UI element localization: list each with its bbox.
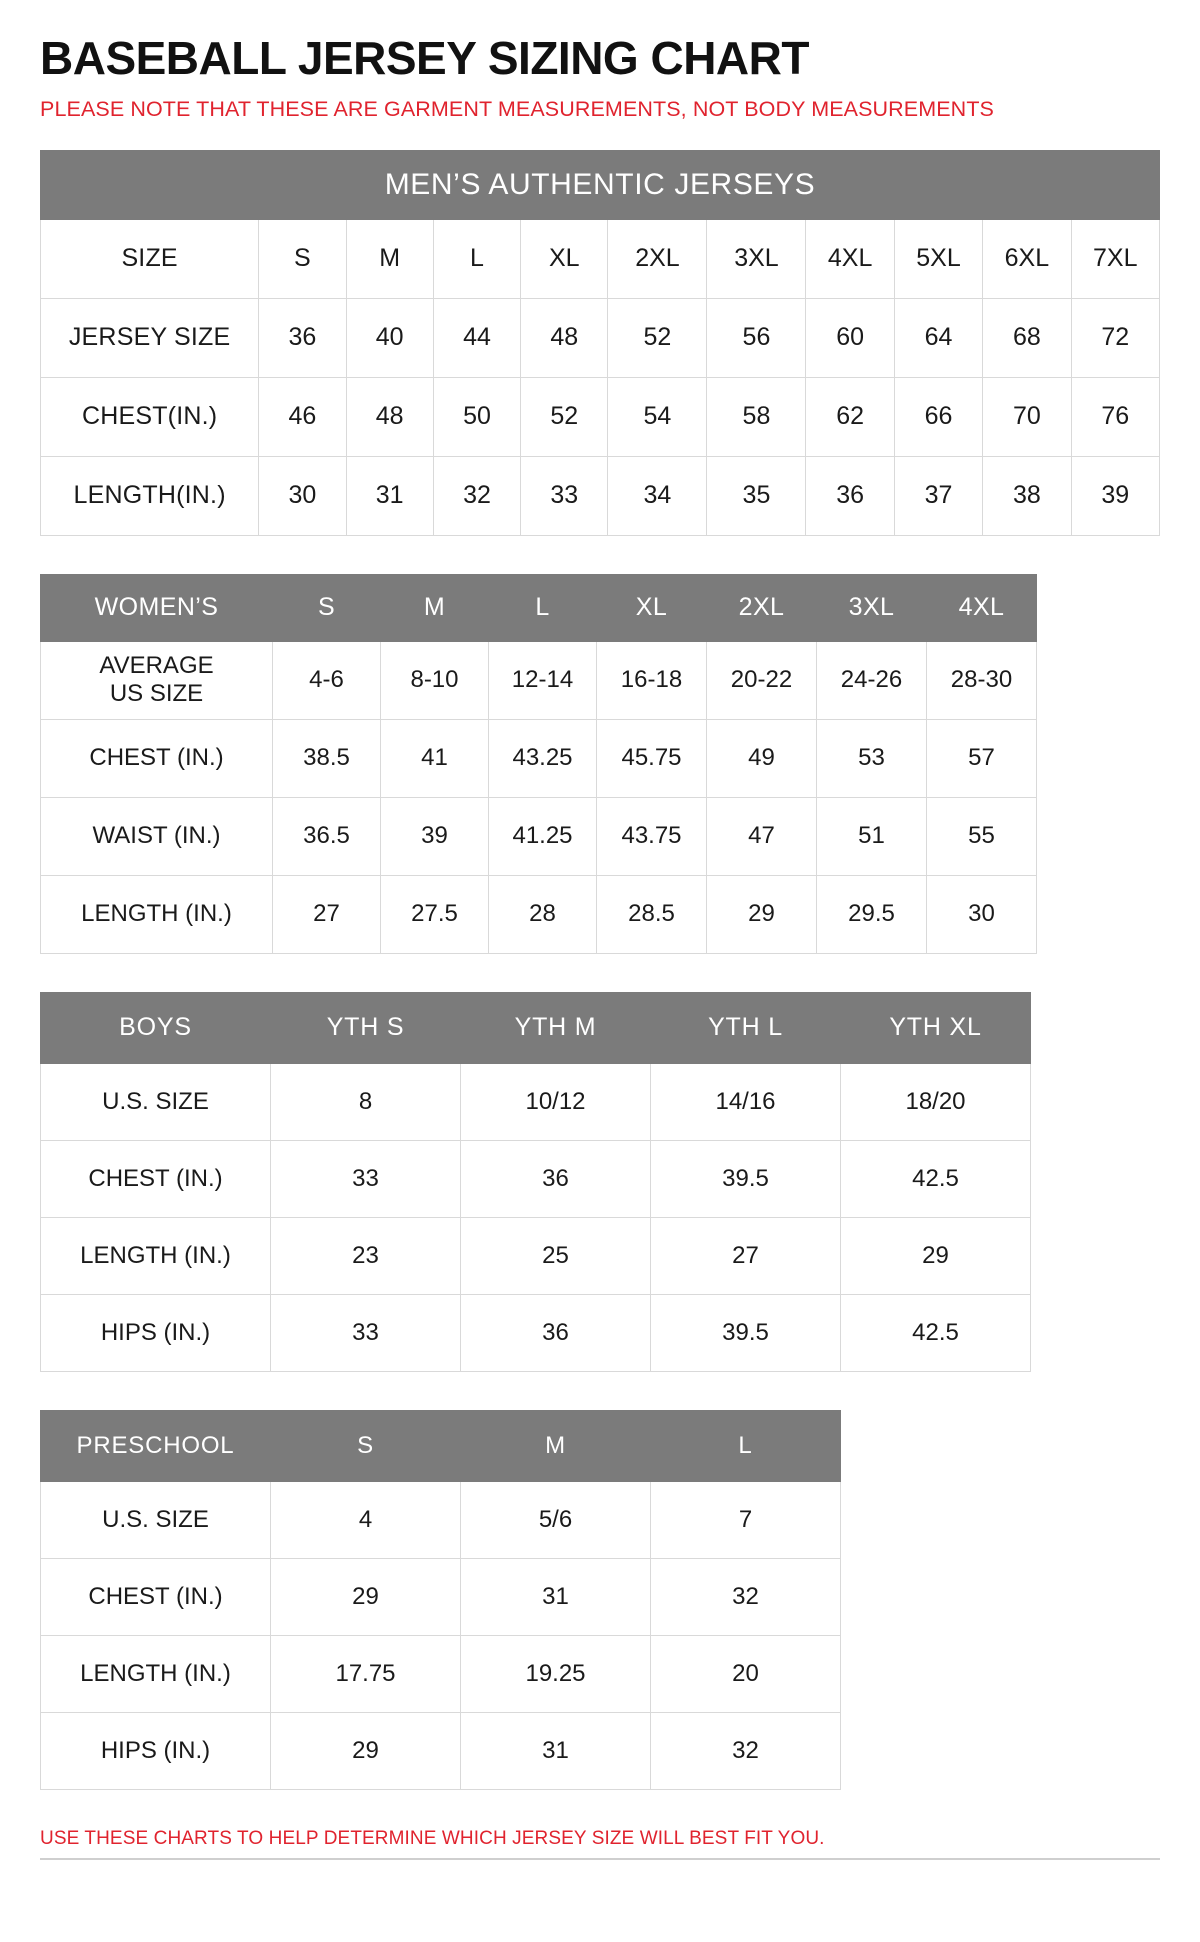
row-label: CHEST(IN.) [41, 377, 259, 456]
table-cell: 38 [983, 456, 1071, 535]
table-row [41, 719, 1037, 797]
table-cell: 34 [608, 456, 707, 535]
table-cell: 28 [489, 875, 597, 953]
column-header: 6XL [983, 219, 1071, 298]
table-cell: 60 [806, 298, 894, 377]
table-cell: 36 [259, 298, 346, 377]
column-header: SIZE [41, 219, 259, 298]
table-cell: 4-6 [273, 641, 381, 719]
table-cell: 28-30 [927, 641, 1037, 719]
table-cell: 10/12 [461, 1063, 651, 1140]
table-cell: 32 [433, 456, 520, 535]
table-row [41, 574, 1037, 641]
table-cell: 64 [894, 298, 982, 377]
table-cell: 41.25 [489, 797, 597, 875]
column-header: 5XL [894, 219, 982, 298]
table-row [41, 992, 1031, 1063]
column-header: M [461, 1410, 651, 1481]
table-cell: 48 [521, 298, 608, 377]
preschool-sizing-table [40, 1410, 841, 1790]
column-header: L [433, 219, 520, 298]
row-label: CHEST (IN.) [41, 1140, 271, 1217]
table-cell: 62 [806, 377, 894, 456]
table-cell: 41 [381, 719, 489, 797]
table-cell: 27 [651, 1217, 841, 1294]
row-label: JERSEY SIZE [41, 298, 259, 377]
table-row [41, 1481, 841, 1558]
table-cell: 53 [817, 719, 927, 797]
table-row [41, 1410, 841, 1481]
column-header: 3XL [707, 219, 806, 298]
table-cell: 25 [461, 1217, 651, 1294]
table-cell: 31 [461, 1712, 651, 1789]
table-row [41, 377, 1160, 456]
preschool-header-label: PRESCHOOL [41, 1410, 271, 1481]
row-label: LENGTH (IN.) [41, 875, 273, 953]
table-cell: 37 [894, 456, 982, 535]
table-cell: 70 [983, 377, 1071, 456]
table-cell: 42.5 [841, 1140, 1031, 1217]
page-title: BASEBALL JERSEY SIZING CHART [40, 32, 809, 84]
table-cell: 52 [521, 377, 608, 456]
table-row [41, 1712, 841, 1789]
column-header: YTH XL [841, 992, 1031, 1063]
table-cell: 12-14 [489, 641, 597, 719]
table-cell: 20 [651, 1635, 841, 1712]
column-header: 4XL [806, 219, 894, 298]
table-cell: 33 [271, 1294, 461, 1371]
table-cell: 48 [346, 377, 433, 456]
table-cell: 43.25 [489, 719, 597, 797]
table-row [41, 641, 1037, 719]
row-label: LENGTH(IN.) [41, 456, 259, 535]
column-header: 7XL [1071, 219, 1159, 298]
column-header: L [489, 574, 597, 641]
table-cell: 54 [608, 377, 707, 456]
table-cell: 7 [651, 1481, 841, 1558]
table-cell: 4 [271, 1481, 461, 1558]
boys-sizing-table [40, 992, 1031, 1372]
table-cell: 42.5 [841, 1294, 1031, 1371]
table-cell: 29 [271, 1558, 461, 1635]
row-label: LENGTH (IN.) [41, 1217, 271, 1294]
table-cell: 24-26 [817, 641, 927, 719]
row-label: HIPS (IN.) [41, 1294, 271, 1371]
table-cell: 23 [271, 1217, 461, 1294]
table-cell: 29 [271, 1712, 461, 1789]
table-cell: 44 [433, 298, 520, 377]
column-header: S [259, 219, 346, 298]
table-cell: 5/6 [461, 1481, 651, 1558]
table-cell: 51 [817, 797, 927, 875]
table-row [41, 797, 1037, 875]
table-cell: 14/16 [651, 1063, 841, 1140]
table-cell: 18/20 [841, 1063, 1031, 1140]
table-cell: 36 [461, 1140, 651, 1217]
column-header: S [273, 574, 381, 641]
column-header: M [346, 219, 433, 298]
table-row [41, 1294, 1031, 1371]
table-cell: 31 [461, 1558, 651, 1635]
table-cell: 58 [707, 377, 806, 456]
table-cell: 32 [651, 1558, 841, 1635]
table-cell: 31 [346, 456, 433, 535]
table-cell: 33 [521, 456, 608, 535]
table-cell: 39.5 [651, 1140, 841, 1217]
table-cell: 33 [271, 1140, 461, 1217]
table-cell: 72 [1071, 298, 1159, 377]
column-header: L [651, 1410, 841, 1481]
mens-banner: MEN’S AUTHENTIC JERSEYS [41, 150, 1160, 219]
table-cell: 36 [806, 456, 894, 535]
table-cell: 32 [651, 1712, 841, 1789]
boys-header-label: BOYS [41, 992, 271, 1063]
row-label: CHEST (IN.) [41, 1558, 271, 1635]
table-cell: 56 [707, 298, 806, 377]
table-cell: 38.5 [273, 719, 381, 797]
column-header: YTH M [461, 992, 651, 1063]
table-row [41, 298, 1160, 377]
table-cell: 20-22 [707, 641, 817, 719]
row-label: U.S. SIZE [41, 1481, 271, 1558]
table-cell: 29.5 [817, 875, 927, 953]
womens-sizing-table [40, 574, 1037, 954]
table-cell: 39 [1071, 456, 1159, 535]
column-header: S [271, 1410, 461, 1481]
table-row [41, 1635, 841, 1712]
table-cell: 45.75 [597, 719, 707, 797]
table-cell: 29 [707, 875, 817, 953]
table-cell: 47 [707, 797, 817, 875]
column-header: XL [597, 574, 707, 641]
table-cell: 27 [273, 875, 381, 953]
table-row [41, 456, 1160, 535]
table-row [41, 1217, 1031, 1294]
row-label: CHEST (IN.) [41, 719, 273, 797]
table-row [41, 219, 1160, 298]
table-cell: 36 [461, 1294, 651, 1371]
column-header: YTH S [271, 992, 461, 1063]
table-cell: 46 [259, 377, 346, 456]
table-cell: 43.75 [597, 797, 707, 875]
table-cell: 8-10 [381, 641, 489, 719]
table-cell: 19.25 [461, 1635, 651, 1712]
column-header: 4XL [927, 574, 1037, 641]
column-header: XL [521, 219, 608, 298]
womens-header-label: WOMEN’S [41, 574, 273, 641]
table-cell: 30 [259, 456, 346, 535]
footer-note: USE THESE CHARTS TO HELP DETERMINE WHICH JERSEY SIZE WILL BEST FIT YOU. [40, 1827, 825, 1849]
table-cell: 52 [608, 298, 707, 377]
row-label: WAIST (IN.) [41, 797, 273, 875]
mens-sizing-table [40, 150, 1160, 536]
table-row [41, 875, 1037, 953]
table-cell: 57 [927, 719, 1037, 797]
column-header: 2XL [707, 574, 817, 641]
row-label-line1: AVERAGE [99, 652, 214, 679]
table-cell: 66 [894, 377, 982, 456]
table-cell: 76 [1071, 377, 1159, 456]
table-cell: 39 [381, 797, 489, 875]
column-header: M [381, 574, 489, 641]
table-cell: 68 [983, 298, 1071, 377]
column-header: 2XL [608, 219, 707, 298]
table-cell: 17.75 [271, 1635, 461, 1712]
table-row [41, 150, 1160, 219]
table-cell: 27.5 [381, 875, 489, 953]
table-cell: 36.5 [273, 797, 381, 875]
row-label [41, 641, 273, 719]
table-cell: 8 [271, 1063, 461, 1140]
bottom-divider [40, 1858, 1160, 1860]
table-cell: 40 [346, 298, 433, 377]
table-row [41, 1558, 841, 1635]
table-cell: 28.5 [597, 875, 707, 953]
table-row [41, 1063, 1031, 1140]
row-label: HIPS (IN.) [41, 1712, 271, 1789]
table-cell: 30 [927, 875, 1037, 953]
row-label: U.S. SIZE [41, 1063, 271, 1140]
table-cell: 49 [707, 719, 817, 797]
column-header: YTH L [651, 992, 841, 1063]
table-cell: 39.5 [651, 1294, 841, 1371]
table-cell: 55 [927, 797, 1037, 875]
table-row [41, 1140, 1031, 1217]
measurement-note: PLEASE NOTE THAT THESE ARE GARMENT MEASUREMENTS, NOT BODY MEASUREMENTS [40, 97, 994, 122]
column-header: 3XL [817, 574, 927, 641]
table-cell: 29 [841, 1217, 1031, 1294]
row-label-line2: US SIZE [109, 680, 204, 708]
row-label: LENGTH (IN.) [41, 1635, 271, 1712]
table-cell: 50 [433, 377, 520, 456]
table-cell: 35 [707, 456, 806, 535]
table-cell: 16-18 [597, 641, 707, 719]
